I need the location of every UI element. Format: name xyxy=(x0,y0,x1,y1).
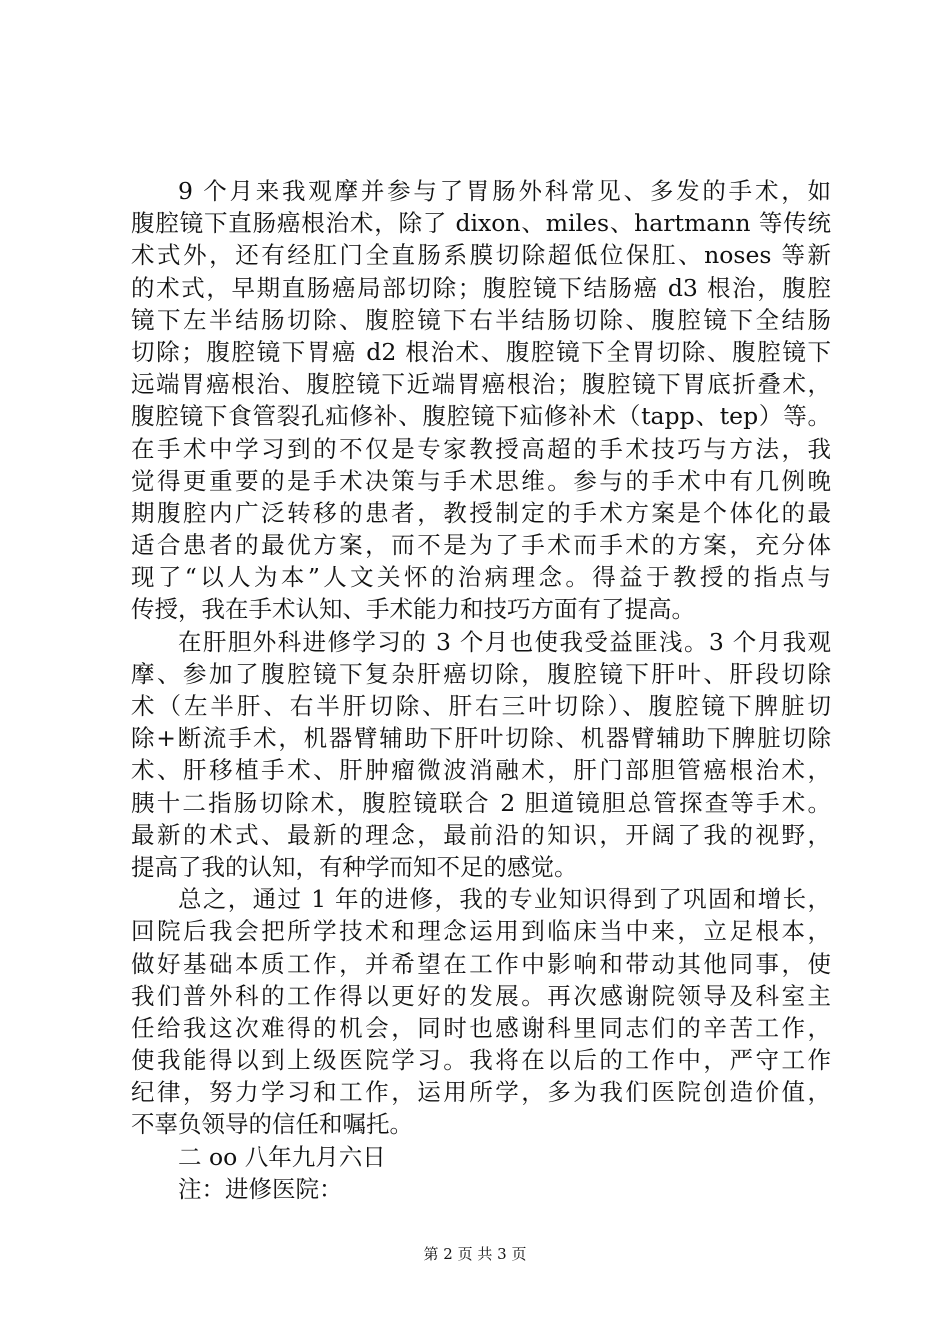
text-line: 在肝胆外科进修学习的 3 个月也使我受益匪浅。3 个月我观 xyxy=(178,627,831,656)
text-line: 的术式，早期直肠癌局部切除；腹腔镜下结肠癌 d3 根治，腹腔 xyxy=(131,273,831,302)
document-date: 二 oo 八年九月六日 xyxy=(178,1142,386,1171)
text-line: 腹腔镜下食管裂孔疝修补、腹腔镜下疝修补术（tapp、tep）等。 xyxy=(131,402,831,431)
text-line: 远端胃癌根治、腹腔镜下近端胃癌根治；腹腔镜下胃底折叠术， xyxy=(131,370,831,399)
text-line: 提高了我的认知，有种学而知不足的感觉。 xyxy=(131,852,578,881)
text-line: 觉得更重要的是手术决策与手术思维。参与的手术中有几例晚 xyxy=(131,466,831,495)
note-paragraph xyxy=(131,1173,831,1205)
paragraph-hepatobiliary-surgery xyxy=(131,626,831,884)
text-line: 现了“以人为本”人文关怀的治病理念。得益于教授的指点与 xyxy=(131,563,831,592)
paragraph-gastrointestinal-surgery xyxy=(131,175,831,626)
text-line: 在手术中学习到的不仅是专家教授高超的手术技巧与方法，我 xyxy=(131,434,831,463)
text-line: 使我能得以到上级医院学习。我将在以后的工作中，严守工作 xyxy=(131,1046,831,1075)
text-line: 不辜负领导的信任和嘱托。 xyxy=(131,1110,413,1139)
page-indicator: 第 2 页 共 3 页 xyxy=(423,1245,527,1263)
text-line: 摩、参加了腹腔镜下复杂肝癌切除，腹腔镜下肝叶、肝段切除 xyxy=(131,659,831,688)
text-line: 总之，通过 1 年的进修，我的专业知识得到了巩固和增长， xyxy=(178,885,831,914)
text-line: 适合患者的最优方案，而不是为了手术而手术的方案，充分体 xyxy=(131,531,831,560)
text-line: 术（左半肝、右半肝切除、肝右三叶切除）、腹腔镜下脾脏切 xyxy=(131,692,831,720)
text-line: 回院后我会把所学技术和理念运用到临床当中来，立足根本， xyxy=(131,917,831,946)
text-line: 9 个月来我观摩并参与了胃肠外科常见、多发的手术，如 xyxy=(178,177,831,205)
text-line: 最新的术式、最新的理念，最前沿的知识，开阔了我的视野， xyxy=(131,820,831,849)
text-line: 术式外，还有经肛门全直肠系膜切除超低位保肛、noses 等新 xyxy=(131,241,831,270)
page-footer xyxy=(0,1244,950,1264)
text-line: 做好基础本质工作，并希望在工作中影响和带动其他同事，使 xyxy=(131,949,831,978)
text-line: 传授，我在手术认知、手术能力和技巧方面有了提高。 xyxy=(131,595,695,624)
date-paragraph xyxy=(131,1141,831,1173)
document-body xyxy=(131,175,831,1205)
text-line: 切除；腹腔镜下胃癌 d2 根治术、腹腔镜下全胃切除、腹腔镜下 xyxy=(131,337,831,366)
text-line: 任给我这次难得的机会，同时也感谢科里同志们的辛苦工作， xyxy=(131,1013,831,1042)
paragraph-conclusion xyxy=(131,883,831,1141)
text-line: 期腹腔内广泛转移的患者，教授制定的手术方案是个体化的最 xyxy=(131,498,831,527)
hospital-note: 注：进修医院： xyxy=(178,1174,343,1203)
text-line: 术、肝移植手术、肝肿瘤微波消融术，肝门部胆管癌根治术， xyxy=(131,756,831,785)
text-line: 我们普外科的工作得以更好的发展。再次感谢院领导及科室主 xyxy=(131,981,831,1010)
text-line: 胰十二指肠切除术，腹腔镜联合 2 胆道镜胆总管探查等手术。 xyxy=(131,788,831,817)
text-line: 腹腔镜下直肠癌根治术，除了 dixon、miles、hartmann 等传统 xyxy=(131,209,831,238)
text-line: 镜下左半结肠切除、腹腔镜下右半结肠切除、腹腔镜下全结肠 xyxy=(131,305,831,334)
text-line: 除+断流手术，机器臂辅助下肝叶切除、机器臂辅助下脾脏切除 xyxy=(131,724,831,753)
text-line: 纪律，努力学习和工作，运用所学，多为我们医院创造价值， xyxy=(131,1078,831,1107)
